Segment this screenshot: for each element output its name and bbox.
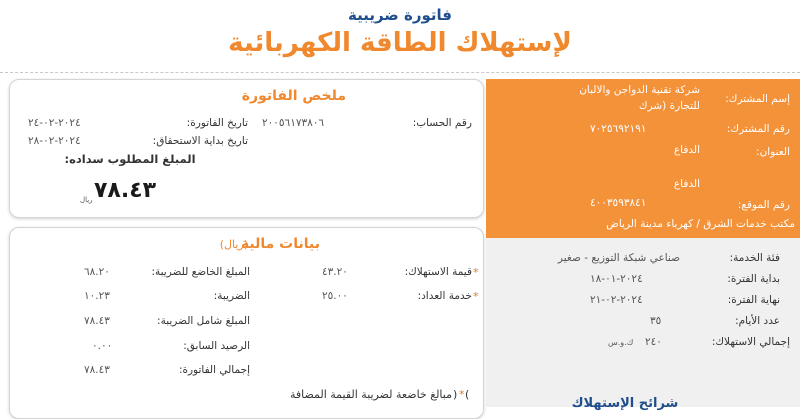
period-start-value: ٢٠٢٤-٠١-١٨ xyxy=(590,273,643,285)
invoice-total-label: إجمالي الفاتورة: xyxy=(178,364,250,376)
footnote-star: * xyxy=(459,388,465,401)
account-number-value: ٢٠٠٥٦١٧٣٨٠٦ xyxy=(262,117,325,129)
service-category-value: صناعي شبكة التوزيع - صغير xyxy=(557,252,680,264)
days-count-label: عدد الأيام: xyxy=(735,315,780,327)
period-start-label: بداية الفترة: xyxy=(727,273,780,285)
vat-footnote: مبالغ خاضعة لضريبة القيمة المضافة xyxy=(289,388,452,401)
taxable-amount-value: ٦٨.٢٠ xyxy=(84,266,110,278)
currency-unit: ريال xyxy=(80,196,93,204)
amount-due-value: ٧٨.٤٣ xyxy=(94,178,157,203)
amount-due-label: المبلغ المطلوب سداده: xyxy=(64,152,196,166)
subscriber-name-line1: شركة تقنية الدواجن والالبان xyxy=(579,84,700,96)
subscriber-name-label: إسم المشترك: xyxy=(725,93,790,105)
invoice-date-label: تاريخ الفاتورة: xyxy=(186,117,248,129)
amount-incl-tax-value: ٧٨.٤٣ xyxy=(84,315,110,327)
site-number-value: ٤٠٠٣٥٩٣٨٤١ xyxy=(590,197,647,209)
consumption-value-label: قيمة الاستهلاك: xyxy=(404,266,472,278)
header-divider xyxy=(0,72,800,73)
total-consumption-label: إجمالي الاستهلاك: xyxy=(711,336,790,348)
account-number-label: رقم الحساب: xyxy=(412,117,472,129)
amount-incl-tax-label: المبلغ شامل الضريبة: xyxy=(157,315,250,327)
invoice-subtitle: فاتورة ضريبية xyxy=(347,6,452,24)
subscriber-name-line2: للتجارة (شرك xyxy=(638,100,700,112)
period-end-value: ٢٠٢٤-٠٢-٢١ xyxy=(590,294,643,306)
due-date-label: تاريخ بداية الاستحقاق: xyxy=(152,135,248,147)
footnote-paren-open: ( xyxy=(465,388,470,401)
meter-service-value: ٢٥.٠٠ xyxy=(322,290,348,302)
footnote-paren-close: ) xyxy=(453,388,458,401)
tax-label: الضريبة: xyxy=(213,290,250,302)
tax-value: ١٠.٢٣ xyxy=(84,290,110,302)
summary-title: ملخص الفاتورة xyxy=(241,88,346,104)
days-count-value: ٣٥ xyxy=(650,315,662,327)
invoice-title: لإستهلاك الطاقة الكهربائية xyxy=(228,28,572,58)
subscriber-number-label: رقم المشترك: xyxy=(726,123,790,135)
invoice-date-value: ٢٠٢٤-٠٢-٢٤ xyxy=(28,117,81,129)
consumption-segments-title: شرائح الإستهلاك xyxy=(571,396,679,411)
meter-service-label: خدمة العداد: xyxy=(417,290,472,302)
consumption-unit: ك.و.س xyxy=(608,338,634,347)
address-line2: الدفاع xyxy=(673,178,700,190)
service-office: مكتب خدمات الشرق / كهرباء مدينة الرياض xyxy=(606,218,795,230)
taxable-amount-label: المبلغ الخاضع للضريبة: xyxy=(151,266,250,278)
due-date-value: ٢٠٢٤-٠٢-٢٨ xyxy=(28,135,81,147)
financial-title-unit: (ريال) xyxy=(219,238,248,251)
site-number-label: رقم الموقع: xyxy=(737,199,790,211)
invoice-total-value: ٧٨.٤٣ xyxy=(84,364,110,376)
total-consumption-value: ٢٤٠ xyxy=(645,336,662,348)
address-label: العنوان: xyxy=(756,146,790,158)
previous-balance-value: ٠.٠٠ xyxy=(92,340,113,352)
meter-service-star: * xyxy=(473,290,479,303)
previous-balance-label: الرصيد السابق: xyxy=(183,340,250,352)
consumption-star: * xyxy=(473,266,479,279)
service-category-label: فئة الخدمة: xyxy=(729,252,780,264)
financial-title: بيانات مالية xyxy=(240,236,320,252)
period-end-label: نهاية الفترة: xyxy=(727,294,780,306)
subscriber-number-value: ٧٠٢٥٦٩٢١٩١ xyxy=(590,123,647,135)
consumption-value: ٤٣.٢٠ xyxy=(322,266,348,278)
address-line1: الدفاع xyxy=(673,144,700,156)
